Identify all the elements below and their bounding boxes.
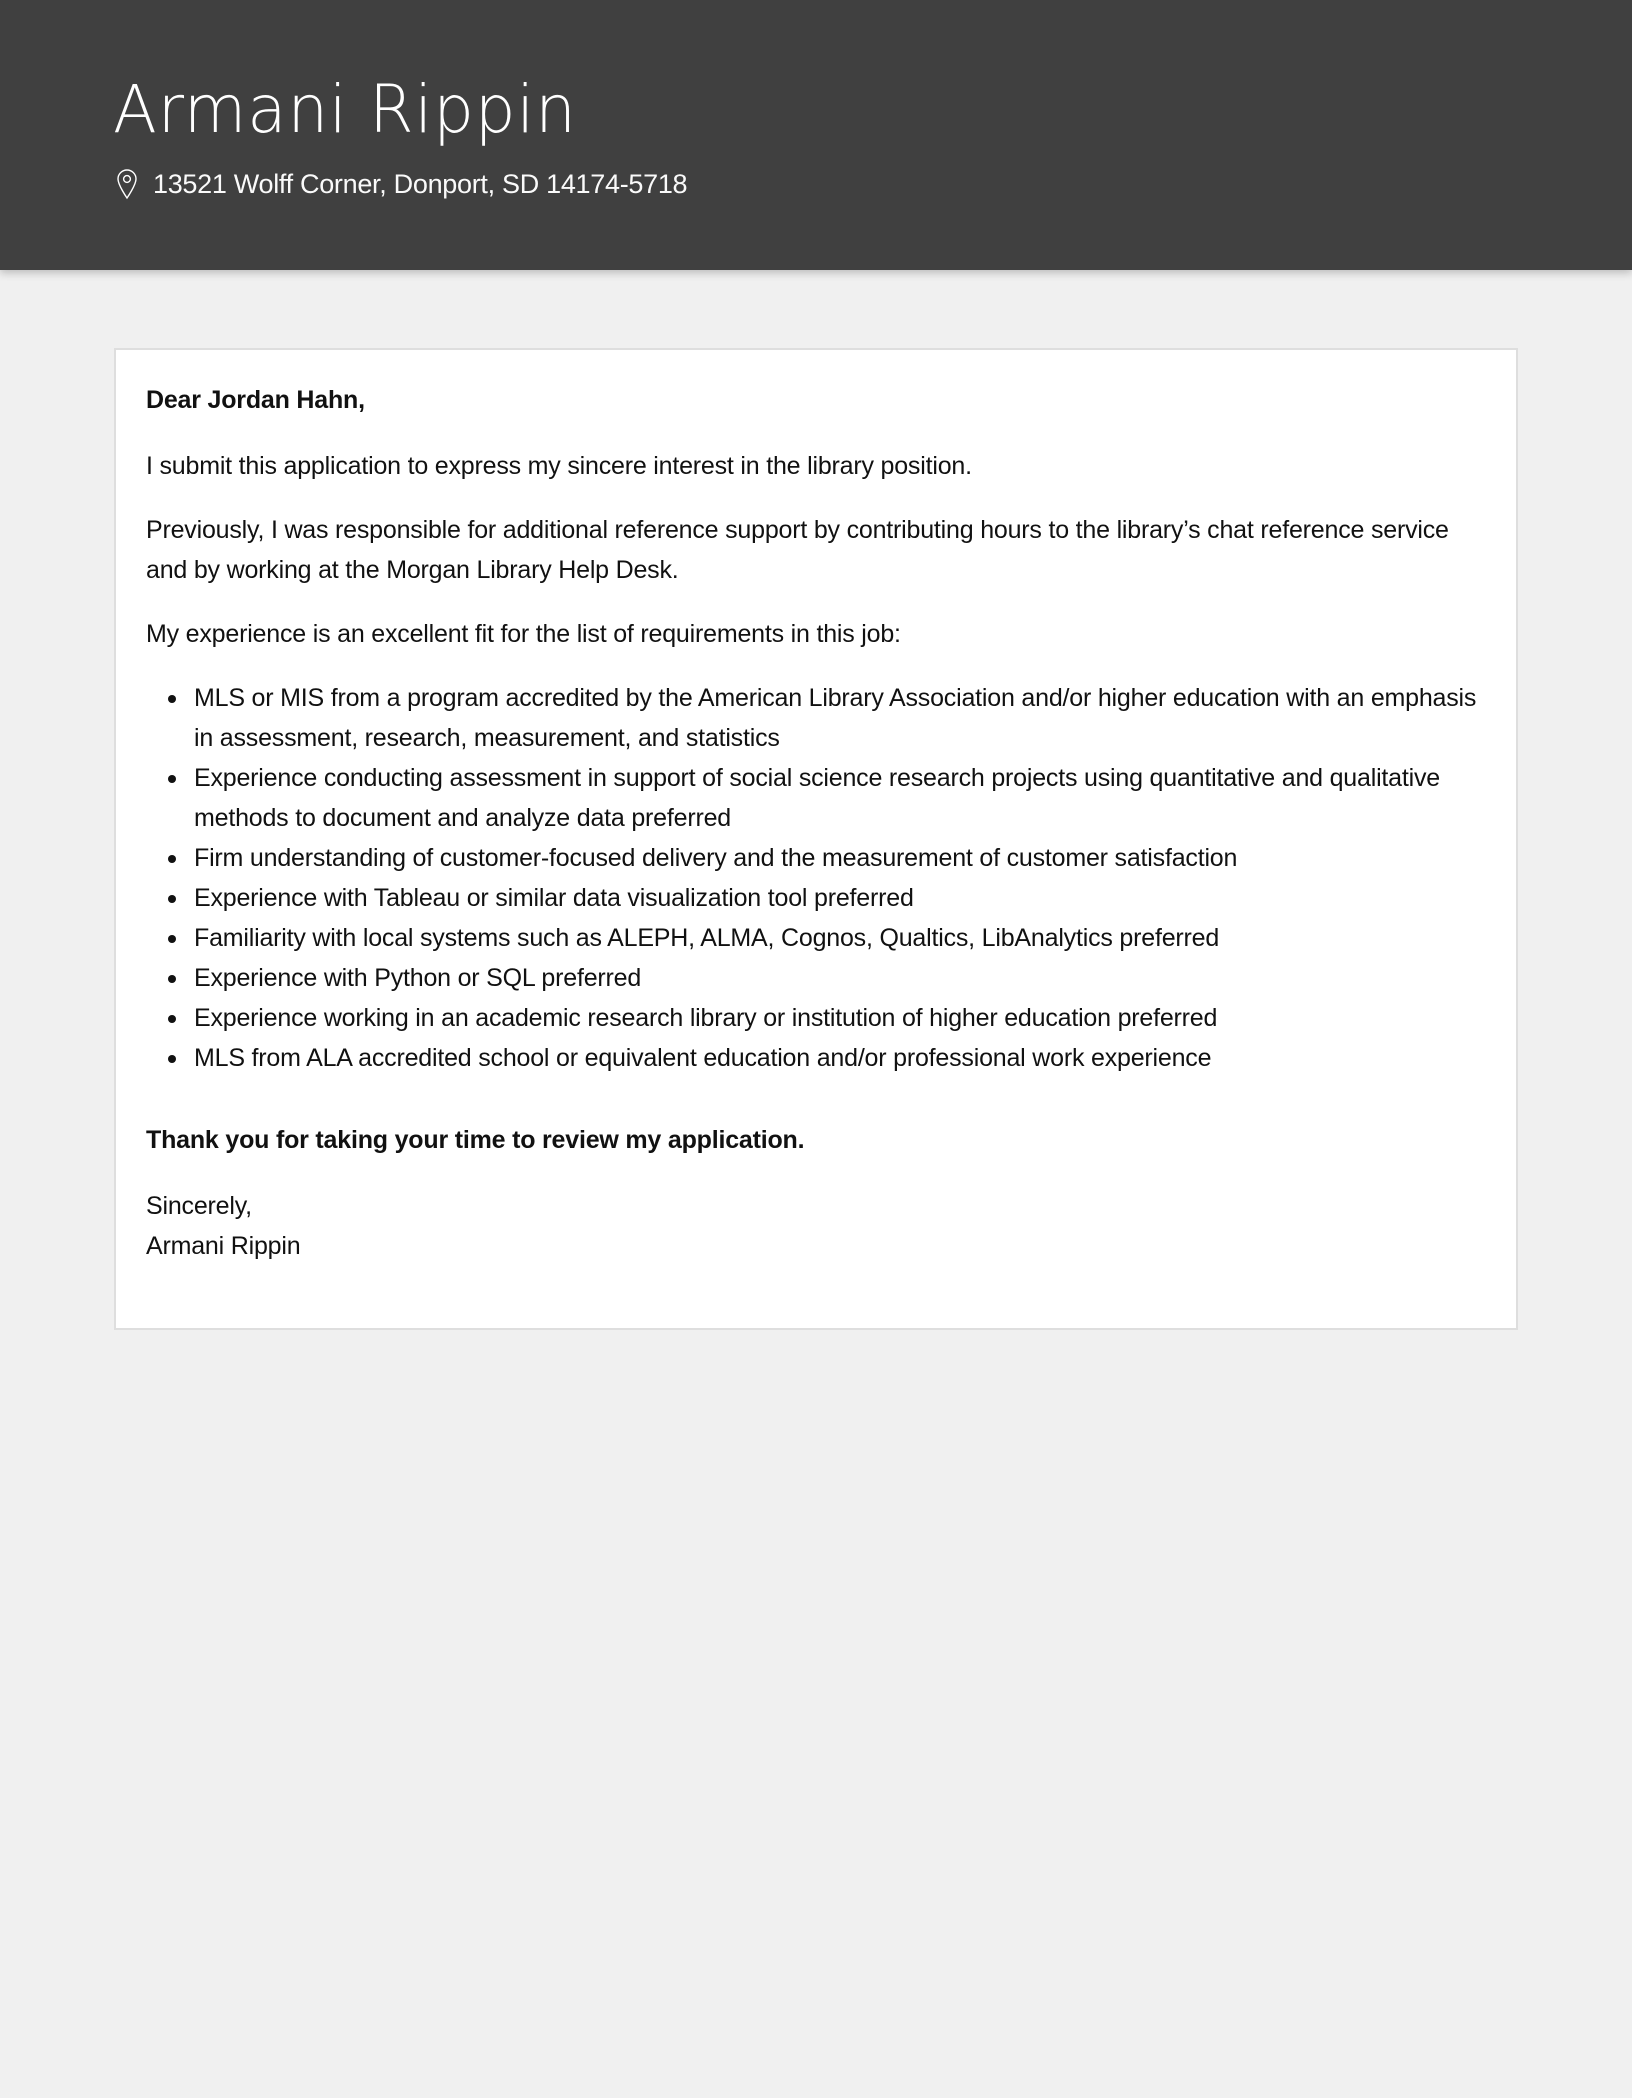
requirement-item: Experience with Tableau or similar data visualization tool preferred — [194, 878, 1486, 918]
letter-signature: Armani Rippin — [146, 1232, 301, 1260]
requirement-item: Familiarity with local systems such as ALEPH, ALMA, Cognos, Qualtics, LibAnalytics preferred — [194, 918, 1486, 958]
requirement-item: Experience with Python or SQL preferred — [194, 958, 1486, 998]
letter-sign-off: Sincerely, — [146, 1192, 252, 1220]
requirement-item: Firm understanding of customer-focused delivery and the measurement of customer satisfaction — [194, 838, 1486, 878]
letter-thanks: Thank you for taking your time to review my application. — [146, 1126, 805, 1154]
letter-experience-paragraph: Previously, I was responsible for additional reference support by contributing hours to the library’s chat reference service and by working at the Morgan Library Help Desk. — [146, 516, 1449, 584]
requirement-item: Experience conducting assessment in support of social science research projects using quantitative and qualitative methods to document and analyze data preferred — [194, 758, 1486, 838]
letter-greeting: Dear Jordan Hahn, — [146, 386, 365, 414]
address-text: 13521 Wolff Corner, Donport, SD 14174-5718 — [153, 168, 688, 199]
letter-intro-paragraph: I submit this application to express my sincere interest in the library position. — [146, 452, 972, 480]
applicant-name: Armani Rippin — [113, 71, 577, 148]
requirement-item: MLS from ALA accredited school or equivalent education and/or professional work experience — [194, 1038, 1486, 1078]
cover-letter-card — [114, 348, 1518, 1330]
requirements-list — [146, 678, 1486, 1078]
requirement-item: Experience working in an academic research library or institution of higher education preferred — [194, 998, 1486, 1038]
requirement-item: MLS or MIS from a program accredited by the American Library Association and/or higher education with an emphasis in assessment, research, measurement, and statistics — [194, 678, 1486, 758]
map-pin-icon — [115, 168, 139, 200]
letter-requirements-intro: My experience is an excellent fit for the list of requirements in this job: — [146, 620, 901, 648]
resume-header — [0, 0, 1632, 270]
address-row — [115, 164, 687, 204]
